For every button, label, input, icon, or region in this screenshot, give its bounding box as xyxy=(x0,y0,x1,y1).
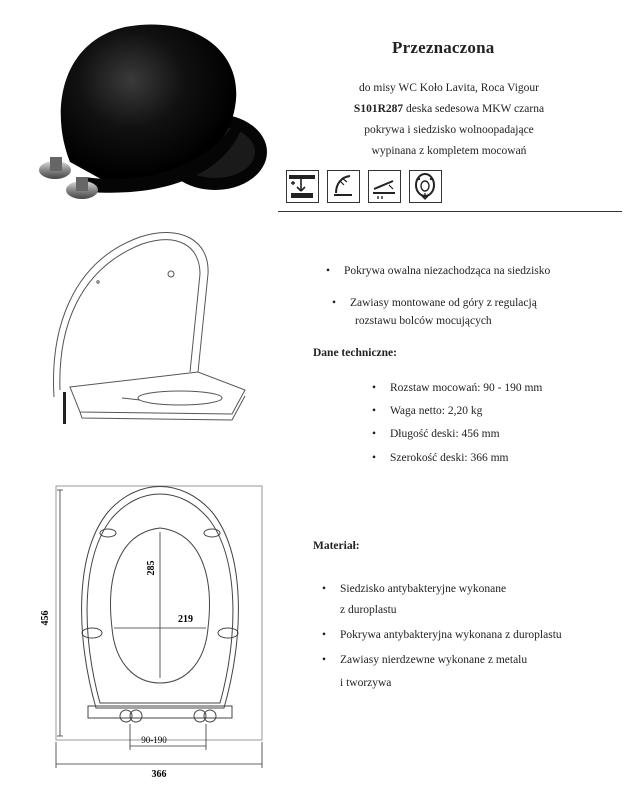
feature-icons xyxy=(286,170,442,203)
material-item: • Siedzisko antybakteryjne wykonane xyxy=(322,583,507,595)
antibacterial-icon xyxy=(409,170,442,203)
desc-line-1: do misy WC Koło Lavita, Roca Vigour xyxy=(359,82,539,94)
tech-item: • Szerokość deski: 366 mm xyxy=(372,452,509,464)
feature-item-continued: rozstawu bolców mocujących xyxy=(355,315,492,327)
header-divider xyxy=(278,211,622,212)
material-item: • Zawiasy nierdzewne wykonane z metalu xyxy=(322,654,528,666)
material-text: Siedzisko antybakteryjne wykonane xyxy=(340,583,507,595)
dim-width-label: 366 xyxy=(151,769,167,780)
feature-text: Pokrywa owalna niezachodząca na siedzisko xyxy=(344,265,551,277)
material-item-continued: z duroplastu xyxy=(340,604,397,616)
side-view-drawing xyxy=(40,222,260,432)
desc-line-2 xyxy=(280,99,618,120)
dim-inner-width-label: 219 xyxy=(178,614,193,625)
feature-text: Zawiasy montowane od góry z regulacją xyxy=(350,297,537,309)
technical-heading: Dane techniczne: xyxy=(313,347,397,359)
soft-close-icon xyxy=(327,170,360,203)
tech-text: Długość deski: 456 mm xyxy=(390,428,500,440)
desc-line-4: wypinana z kompletem mocowań xyxy=(371,145,527,157)
material-item-continued: i tworzywa xyxy=(340,677,392,689)
removable-seat-icon xyxy=(368,170,401,203)
feature-item: • Pokrywa owalna niezachodząca na siedzisko xyxy=(326,265,551,277)
product-title: Przeznaczona xyxy=(392,38,495,57)
tech-item: • Długość deski: 456 mm xyxy=(372,428,500,440)
dim-hinge-label: 90-190 xyxy=(141,735,167,745)
feature-item: • Zawiasy montowane od góry z regulacją xyxy=(332,297,537,309)
tech-item: • Rozstaw mocowań: 90 - 190 mm xyxy=(372,382,543,394)
tech-text: Waga netto: 2,20 kg xyxy=(390,405,483,417)
material-item: • Pokrywa antybakteryjna wykonana z duroplastu xyxy=(322,629,562,641)
product-photo xyxy=(30,12,270,212)
tech-item: • Waga netto: 2,20 kg xyxy=(372,405,483,417)
material-heading: Materiał: xyxy=(313,540,360,552)
tech-text: Rozstaw mocowań: 90 - 190 mm xyxy=(390,382,543,394)
material-text: Zawiasy nierdzewne wykonane z metalu xyxy=(340,654,528,666)
dim-length-label: 456 xyxy=(40,610,51,626)
desc-line-2-text: deska sedesowa MKW czarna xyxy=(403,103,545,115)
adjustable-hinge-icon xyxy=(286,170,319,203)
tech-text: Szerokość deski: 366 mm xyxy=(390,452,509,464)
dim-inner-length-label: 285 xyxy=(146,560,157,576)
product-code: S101R287 xyxy=(353,103,404,115)
desc-line-3: pokrywa i siedzisko wolnoopadające xyxy=(364,124,534,136)
dimension-drawing xyxy=(30,478,290,788)
material-text: Pokrywa antybakteryjna wykonana z duroplastu xyxy=(340,629,562,641)
